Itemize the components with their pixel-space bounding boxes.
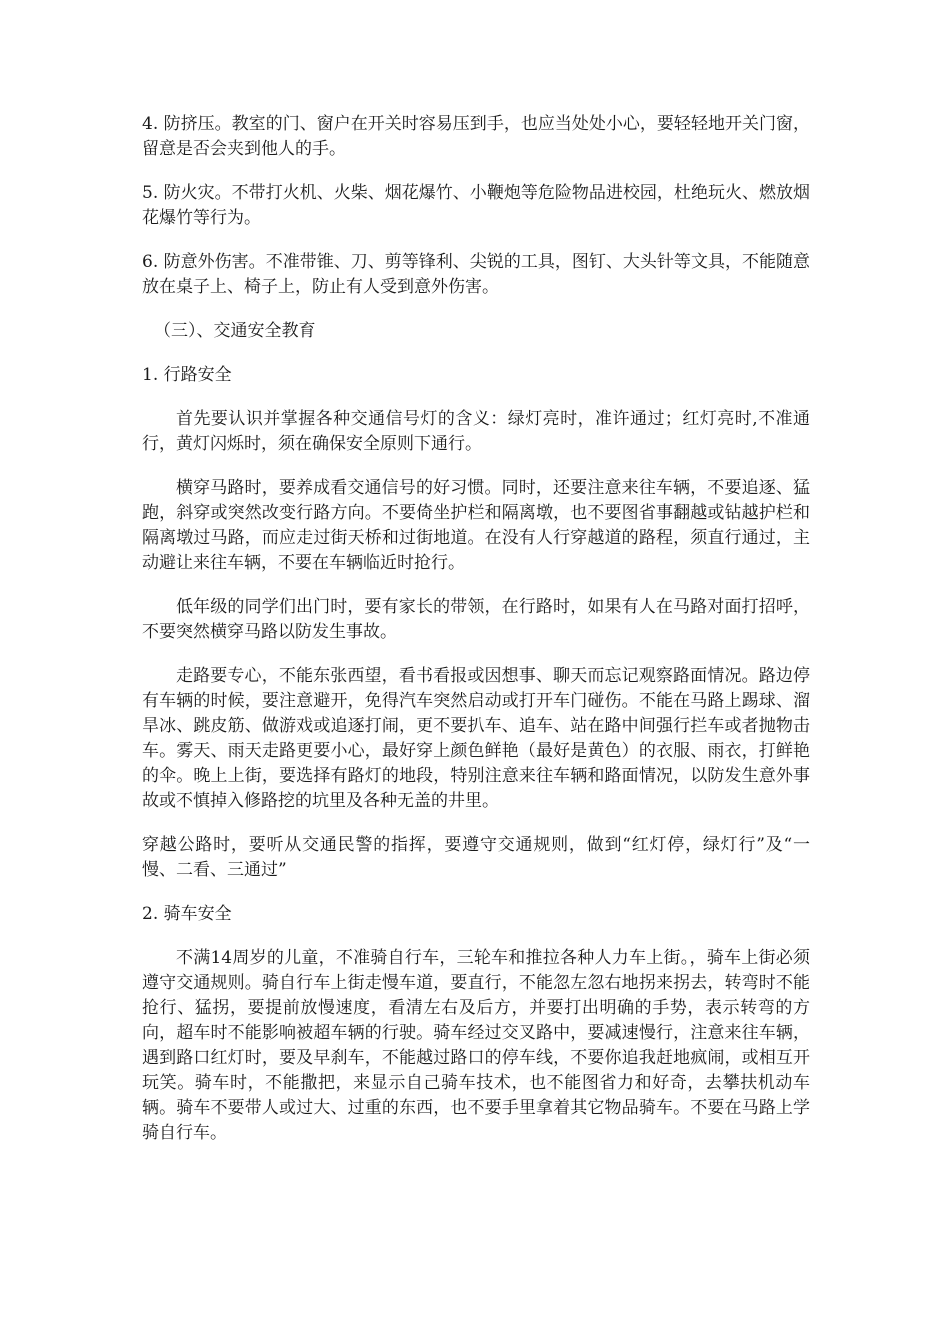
paragraph-younger-students: 低年级的同学们出门时，要有家长的带领，在行路时，如果有人在马路对面打招呼，不要突然横穿马路以防发生事故。 <box>142 597 810 642</box>
subheading-cycling-safety: 2. 骑车安全 <box>142 904 232 924</box>
paragraph-cycling-rules: 不满14周岁的儿童，不准骑自行车，三轮车和推拉各种人力车上街。，骑车上街必须遵守交通规则。骑自行车上街走慢车道，要直行，不能忽左忽右地拐来拐去，转弯时不能抢行、猛拐，要提前放慢速度，看清左右及后方，并要打出明确的手势，表示转弯的方向，超车时不能影响被超车辆的行驶。骑车经过交叉路中，要减速慢行，注意来往车辆，遇到路口红灯时，要及早刹车，不能越过路口的停车线，不要你追我赶地疯闹，或相互开玩笑。骑车时，不能撒把，来显示自己骑车技术，也不能图省力和好奇，去攀扶机动车辆。骑车不要带人或过大、过重的东西，也不要手里拿着其它物品骑车。不要在马路上学骑自行车。 <box>142 948 810 1143</box>
paragraph-walk-attentively: 走路要专心，不能东张西望，看书看报或因想事、聊天而忘记观察路面情况。路边停有车辆的时候，要注意避开，免得汽车突然启动或打开车门碰伤。不能在马路上踢球、溜旱冰、跳皮筋、做游戏或追逐打闹，更不要扒车、追车、站在路中间强行拦车或者抛物击车。雾天、雨天走路更要小心，最好穿上颜色鲜艳（最好是黄色）的衣服、雨衣，打鲜艳的伞。晚上上街，要选择有路灯的地段，特别注意来往车辆和路面情况，以防发生意外事故或不慎掉入修路挖的坑里及各种无盖的井里。 <box>142 666 810 811</box>
paragraph-crossing-road: 横穿马路时，要养成看交通信号的好习惯。同时，还要注意来往车辆，不要追逐、猛跑，斜穿或突然改变行路方向。不要倚坐护栏和隔离墩，也不要图省事翻越或钻越护栏和隔离墩过马路，而应走过街天桥和过街地道。在没有人行穿越道的路程，须直行通过，主动避让来往车辆，不要在车辆临近时抢行。 <box>142 478 810 573</box>
section-heading-traffic-safety: （三）、交通安全教育 <box>154 321 316 341</box>
paragraph-accident-prevention: 6. 防意外伤害。不准带锥、刀、剪等锋利、尖锐的工具，图钉、大头针等文具，不能随意放在桌子上、椅子上，防止有人受到意外伤害。 <box>142 252 810 297</box>
document-page <box>142 112 810 1165</box>
paragraph-traffic-lights: 首先要认识并掌握各种交通信号灯的含义：绿灯亮时，准许通过；红灯亮时,不准通行，黄灯闪烁时，须在确保安全原则下通行。 <box>142 409 810 454</box>
paragraph-crossing-highway: 穿越公路时，要听从交通民警的指挥，要遵守交通规则，做到“红灯停，绿灯行”及“一慢、二看、三通过” <box>142 835 810 880</box>
paragraph-fire-prevention: 5. 防火灾。不带打火机、火柴、烟花爆竹、小鞭炮等危险物品进校园，杜绝玩火、燃放烟花爆竹等行为。 <box>142 183 810 228</box>
subheading-walking-safety: 1. 行路安全 <box>142 365 232 385</box>
paragraph-anti-pinch: 4. 防挤压。教室的门、窗户在开关时容易压到手，也应当处处小心，要轻轻地开关门窗，留意是否会夹到他人的手。 <box>142 114 810 159</box>
